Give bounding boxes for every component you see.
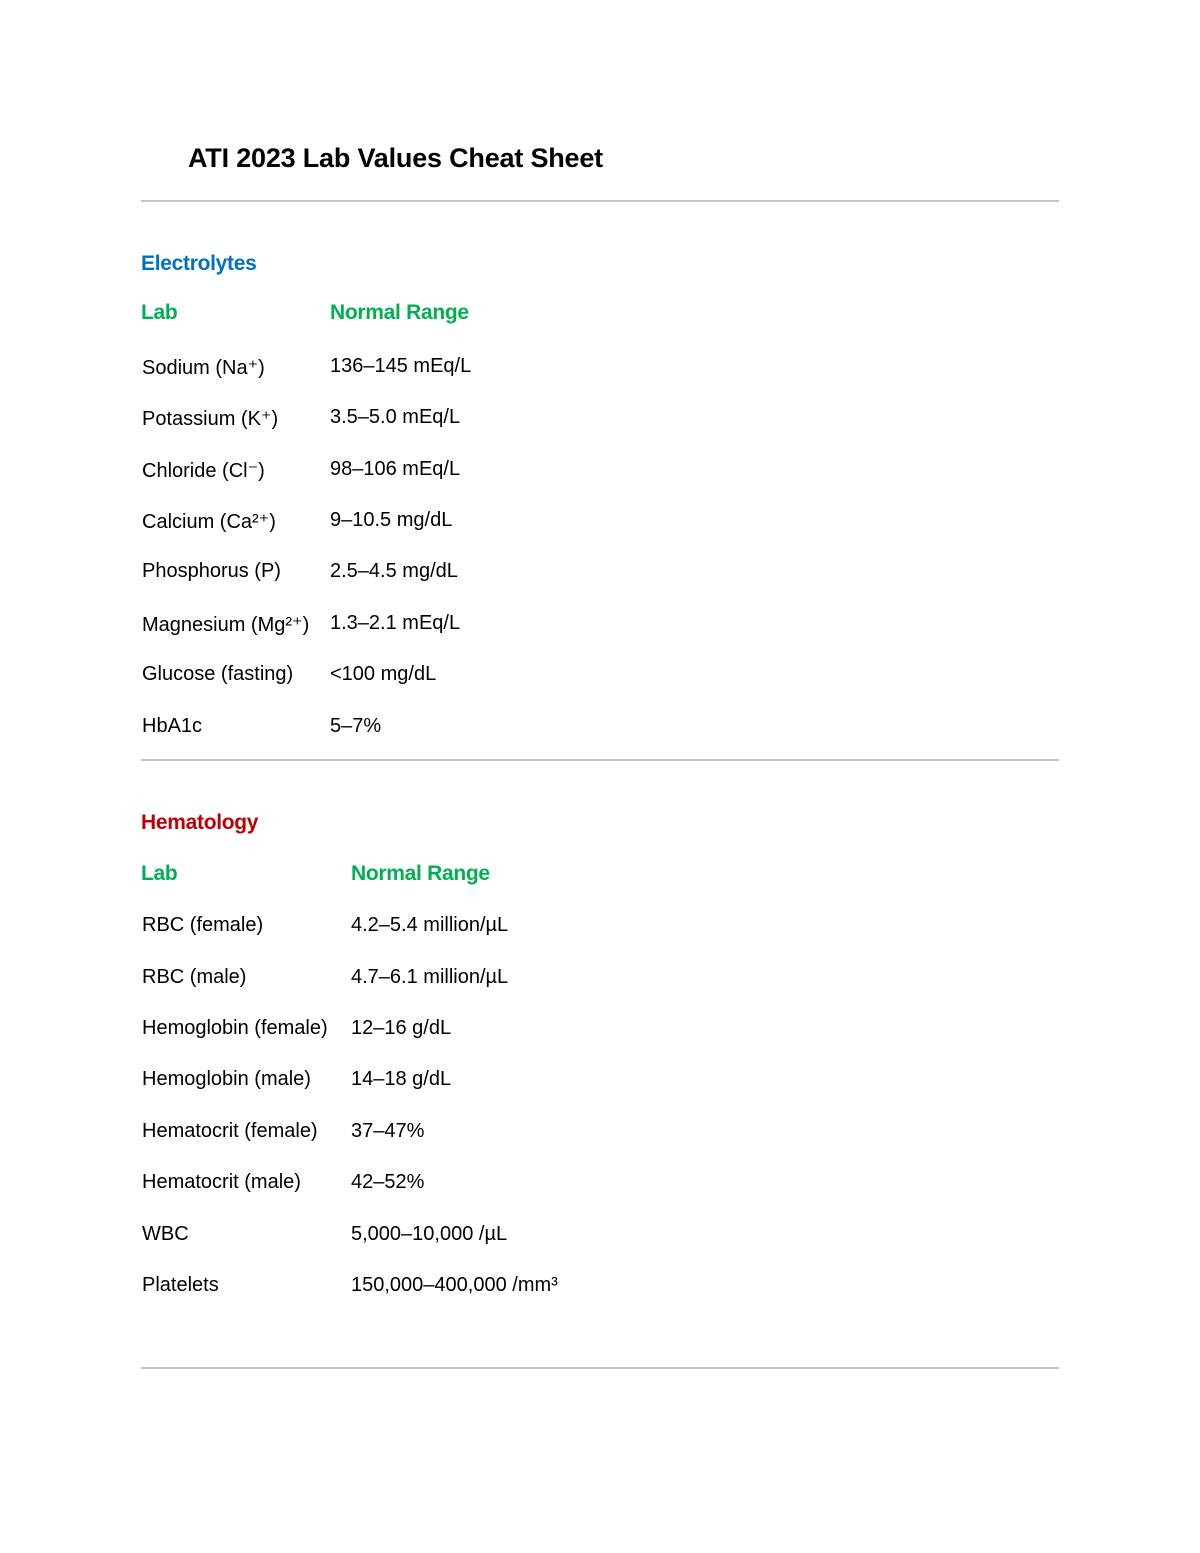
lab-name: HbA1c [142, 715, 203, 737]
normal-range: 14–18 g/dL [351, 1068, 452, 1090]
electrolytes-heading: Electrolytes [141, 252, 257, 275]
lab-name: RBC (female) [142, 914, 264, 936]
lab-name: Calcium (Ca²⁺) [142, 511, 276, 533]
hematology-heading: Hematology [141, 811, 259, 834]
lab-name: Hemoglobin (male) [142, 1068, 311, 1090]
normal-range: 5,000–10,000 /µL [351, 1223, 508, 1245]
lab-name: Chloride (Cl⁻) [142, 460, 265, 482]
lab-name: Hematocrit (female) [142, 1120, 318, 1142]
page-title: ATI 2023 Lab Values Cheat Sheet [188, 143, 603, 173]
normal-range: 1.3–2.1 mEq/L [330, 612, 461, 634]
normal-range: 37–47% [351, 1120, 425, 1142]
normal-range: 12–16 g/dL [351, 1017, 452, 1039]
normal-range: 4.2–5.4 million/µL [351, 914, 509, 936]
lab-name: Glucose (fasting) [142, 663, 294, 685]
lab-name: Hematocrit (male) [142, 1171, 301, 1193]
lab-name: RBC (male) [142, 966, 247, 988]
normal-range: 3.5–5.0 mEq/L [330, 406, 461, 428]
hematology-divider [141, 1367, 1059, 1369]
normal-range: 42–52% [351, 1171, 425, 1193]
normal-range: 5–7% [330, 715, 382, 737]
normal-range: 4.7–6.1 million/µL [351, 966, 509, 988]
hematology-range-column-header: Normal Range [351, 862, 490, 885]
normal-range: 98–106 mEq/L [330, 458, 461, 480]
lab-name: Platelets [142, 1274, 219, 1296]
lab-name: Sodium (Na⁺) [142, 357, 265, 379]
hematology-lab-column-header: Lab [141, 862, 178, 885]
lab-name: Magnesium (Mg²⁺) [142, 614, 310, 636]
lab-name: WBC [142, 1223, 189, 1245]
normal-range: 9–10.5 mg/dL [330, 509, 453, 531]
normal-range: 2.5–4.5 mg/dL [330, 560, 458, 582]
normal-range: 136–145 mEq/L [330, 355, 472, 377]
lab-name: Hemoglobin (female) [142, 1017, 328, 1039]
title-divider [141, 200, 1059, 202]
electrolytes-range-column-header: Normal Range [330, 301, 469, 324]
normal-range: 150,000–400,000 /mm³ [351, 1274, 558, 1296]
normal-range: <100 mg/dL [330, 663, 437, 685]
electrolytes-lab-column-header: Lab [141, 301, 178, 324]
lab-name: Phosphorus (P) [142, 560, 281, 582]
lab-name: Potassium (K⁺) [142, 408, 279, 430]
electrolytes-divider [141, 759, 1059, 761]
